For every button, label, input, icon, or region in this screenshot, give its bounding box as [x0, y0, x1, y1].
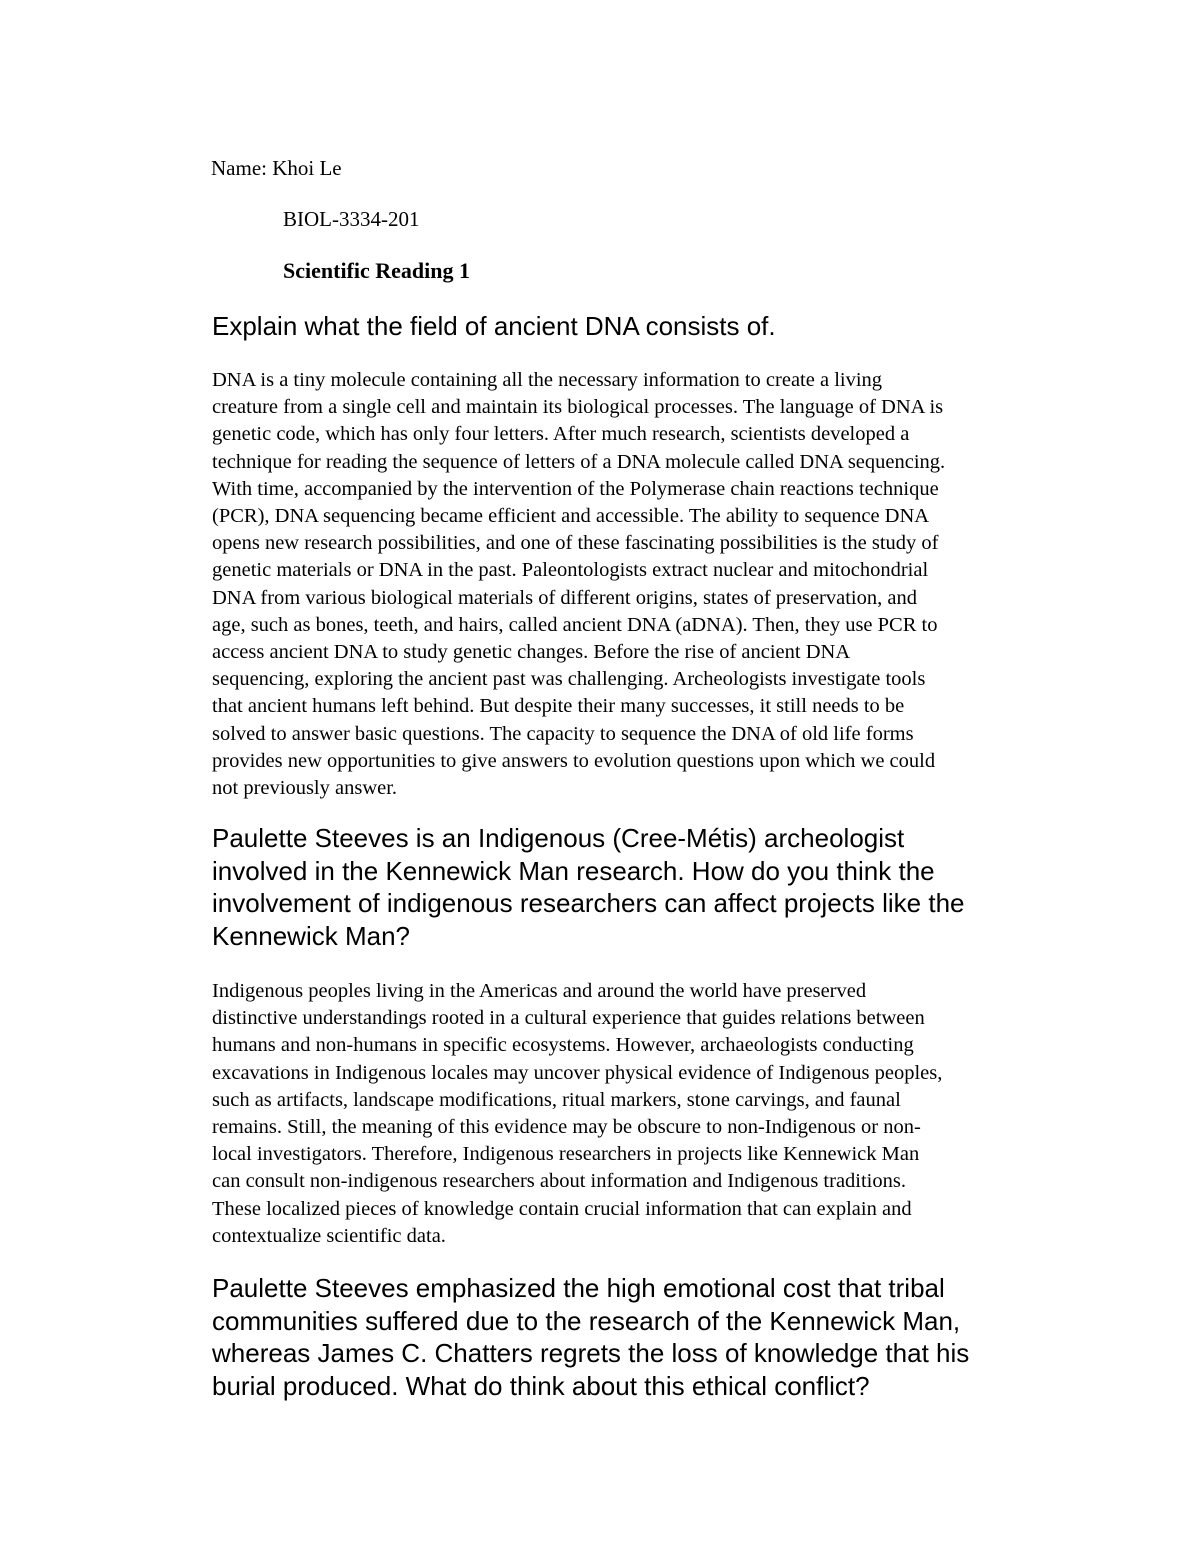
text-line: Paulette Steeves emphasized the high emotional cost that tribal: [212, 1273, 945, 1303]
text-line: Paulette Steeves is an Indigenous (Cree-Métis) archeologist: [212, 823, 905, 853]
text-line: whereas James C. Chatters regrets the loss of knowledge that his: [212, 1338, 970, 1368]
text-line: DNA is a tiny molecule containing all the necessary information to create a living: [212, 369, 883, 391]
text-line: that ancient humans left behind. But despite their many successes, it still needs to be: [212, 695, 905, 718]
text-line: age, such as bones, teeth, and hairs, called ancient DNA (aDNA). Then, they use PCR to: [212, 613, 938, 636]
text-line: (PCR), DNA sequencing became efficient and accessible. The ability to sequence DNA: [212, 505, 930, 528]
course-code: BIOL-3334-201: [283, 207, 420, 231]
assignment-title: Scientific Reading 1: [283, 258, 470, 283]
text-line: not previously answer.: [212, 777, 398, 800]
text-line: distinctive understandings rooted in a cultural experience that guides relations between: [212, 1007, 925, 1030]
student-name: Name: Khoi Le: [211, 156, 342, 180]
text-line: burial produced. What do think about this ethical conflict?: [212, 1370, 870, 1401]
answer-1: [212, 367, 1062, 802]
text-line: sequencing, exploring the ancient past was challenging. Archeologists investigate tools: [212, 668, 926, 691]
text-line: access ancient DNA to study genetic changes. Before the rise of ancient DNA: [212, 641, 851, 664]
question-2: [212, 822, 1072, 952]
text-line: These localized pieces of knowledge contain crucial information that can explain and: [212, 1197, 912, 1220]
text-line: such as artifacts, landscape modifications, ritual markers, stone carvings, and faunal: [212, 1088, 901, 1111]
text-line: Indigenous peoples living in the Americas and around the world have preserved: [212, 980, 867, 1002]
text-line: involvement of indigenous researchers can affect projects like the: [212, 888, 965, 918]
text-line: can consult non-indigenous researchers about information and Indigenous traditions.: [212, 1170, 906, 1193]
text-line: Explain what the field of ancient DNA consists of.: [212, 311, 776, 341]
answer-2: [212, 978, 1062, 1250]
text-line: humans and non-humans in specific ecosystems. However, archaeologists conducting: [212, 1034, 914, 1057]
text-line: technique for reading the sequence of letters of a DNA molecule called DNA sequencing.: [212, 450, 946, 473]
text-line: creature from a single cell and maintain its biological processes. The language of DNA is: [212, 396, 944, 419]
text-line: DNA from various biological materials of different origins, states of preservation, and: [212, 586, 917, 609]
text-line: remains. Still, the meaning of this evidence may be obscure to non-Indigenous or non-: [212, 1116, 921, 1139]
text-line: local investigators. Therefore, Indigenous researchers in projects like Kennewick Man: [212, 1143, 920, 1166]
question-3: [212, 1272, 1072, 1402]
text-line: opens new research possibilities, and one of these fascinating possibilities is the study of: [212, 532, 939, 555]
text-line: solved to answer basic questions. The capacity to sequence the DNA of old life forms: [212, 722, 914, 745]
question-1: [212, 310, 1072, 343]
text-line: genetic materials or DNA in the past. Paleontologists extract nuclear and mitochondrial: [212, 559, 929, 582]
text-line: With time, accompanied by the intervention of the Polymerase chain reactions technique: [212, 477, 939, 500]
text-line: Kennewick Man?: [212, 920, 410, 951]
text-line: communities suffered due to the research of the Kennewick Man,: [212, 1305, 961, 1336]
text-line: involved in the Kennewick Man research. How do you think the: [212, 855, 935, 886]
text-line: genetic code, which has only four letters. After much research, scientists developed a: [212, 423, 910, 446]
text-line: provides new opportunities to give answers to evolution questions upon which we could: [212, 749, 936, 772]
text-line: contextualize scientific data.: [212, 1224, 446, 1247]
text-line: excavations in Indigenous locales may uncover physical evidence of Indigenous peoples,: [212, 1061, 943, 1084]
